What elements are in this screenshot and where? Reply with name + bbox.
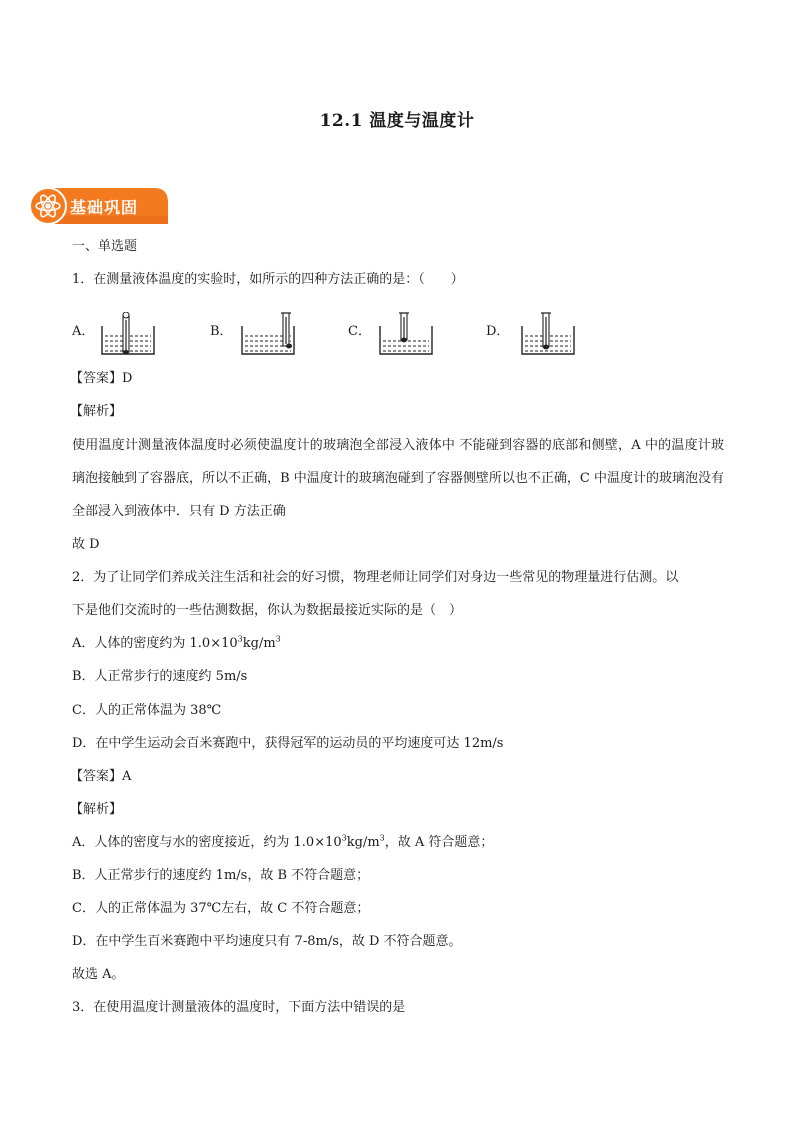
q2-option-d: D．在中学生运动会百米赛跑中，获得冠军的运动员的平均速度可达 12m/s xyxy=(72,736,504,751)
q1-option-d xyxy=(486,312,616,356)
q2-stem-line1: 2．为了让同学们养成关注生活和社会的好习惯，物理老师让同学们对身边一些常见的物理量进行估测。以 xyxy=(72,570,679,585)
section-badge-label: 基础巩固 xyxy=(70,198,139,217)
q1-conclusion: 故 D xyxy=(72,537,100,552)
q1-thermometer-figure-c xyxy=(376,312,436,356)
q2-analysis-a-tail: ，故 A 符合题意； xyxy=(384,835,494,850)
q2-analysis-a-exp1: 3 xyxy=(341,833,347,843)
question-type-heading: 一、单选题 xyxy=(72,239,138,254)
q2-answer: 【答案】A xyxy=(70,769,132,784)
q2-analysis-label: 【解析】 xyxy=(70,802,123,817)
q2-analysis-a xyxy=(72,834,493,852)
q2-analysis-d: D．在中学生百米赛跑中平均速度只有 7-8m/s，故 D 不符合题意。 xyxy=(72,934,462,949)
q2-analysis-c: C．人的正常体温为 37℃左右，故 C 不符合题意； xyxy=(72,901,370,916)
q2-option-a-unit: kg/m xyxy=(242,636,276,651)
q2-option-a-exp1: 3 xyxy=(237,634,243,644)
q2-analysis-a-text: A．人体的密度与水的密度接近，约为 1.0×10 xyxy=(72,835,342,850)
q1-stem: 1．在测量液体温度的实验时，如所示的四种方法正确的是：（ ） xyxy=(72,272,464,287)
q2-analysis-a-unit: kg/m xyxy=(346,835,380,850)
q1-option-a xyxy=(72,312,202,356)
q2-option-a-text: A．人体的密度约为 1.0×10 xyxy=(72,636,238,651)
q1-option-c xyxy=(348,312,478,356)
q2-option-a xyxy=(72,635,281,653)
page-title: 12.1 温度与温度计 xyxy=(319,111,475,131)
q1-option-a-label: A． xyxy=(72,324,95,339)
q1-thermometer-figure-b xyxy=(238,312,298,356)
q1-thermometer-figure-a xyxy=(98,312,158,356)
q1-analysis-text: 使用温度计测量液体温度时必须使温度计的玻璃泡全部浸入液体中 不能碰到容器的底部和侧壁，A 中的温度计玻璃泡接触到了容器底，所以不正确，B 中温度计的玻璃泡碰到了容器侧壁所以也不正确，C 中温度计的玻璃泡没有全部浸入到液体中．只有 D 方法正确 xyxy=(72,438,724,519)
q2-analysis-b: B．人正常步行的速度约 1m/s，故 B 不符合题意； xyxy=(72,868,370,883)
q2-option-c: C．人的正常体温为 38℃ xyxy=(72,703,222,718)
q1-analysis-label: 【解析】 xyxy=(70,404,123,419)
q1-thermometer-figure-d xyxy=(518,312,578,356)
q3-stem: 3．在使用温度计测量液体的温度时，下面方法中错误的是 xyxy=(72,1000,406,1015)
q1-option-b xyxy=(210,312,340,356)
q2-option-a-exp2: 3 xyxy=(275,634,281,644)
q2-analysis-a-exp2: 3 xyxy=(379,833,385,843)
q2-conclusion: 故选 A。 xyxy=(72,967,125,982)
q1-option-d-label: D． xyxy=(486,324,510,339)
q1-option-c-label: C． xyxy=(348,324,371,339)
q2-stem-line2: 下是他们交流时的一些估测数据，你认为数据最接近实际的是（ ） xyxy=(72,603,463,618)
section-badge xyxy=(28,186,170,226)
q2-option-b: B．人正常步行的速度约 5m/s xyxy=(72,669,248,684)
q1-answer: 【答案】D xyxy=(70,371,133,386)
q1-option-b-label: B． xyxy=(210,324,233,339)
